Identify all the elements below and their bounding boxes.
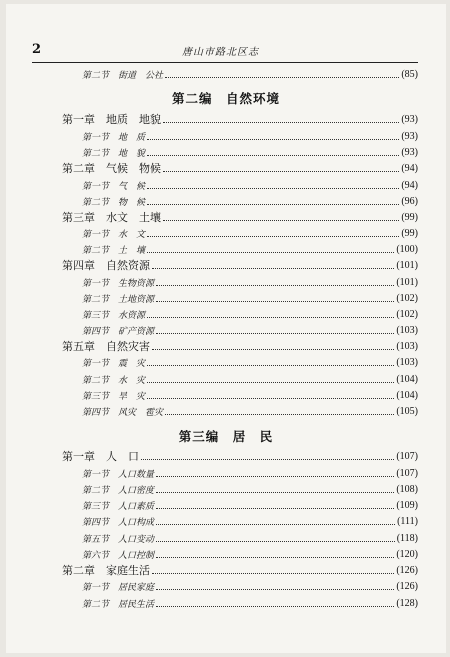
entry-page-number: (102) [396,308,418,320]
dot-leader [163,122,399,123]
entry-title: 第一节 生物资源 [82,278,155,289]
dot-leader [147,317,394,318]
toc-chapter-entry [62,257,418,273]
running-title: 唐山市路北区志 [182,47,259,58]
toc-chapter-entry [62,338,418,354]
entry-title: 第二节 街道 公社 [82,70,164,81]
entry-page-number: (99) [401,227,418,239]
page-number: 2 [32,42,42,57]
dot-leader [147,382,394,383]
dot-leader [156,476,394,477]
entry-title: 第三节 旱 灾 [82,391,146,402]
toc-section-entry [82,465,418,481]
toc-chapter-entry [62,111,418,127]
entry-title: 第四节 风灾 雹灾 [82,407,164,418]
entry-title: 第三章 水文 土壤 [62,211,161,224]
entry-page-number: (103) [396,340,418,352]
toc-chapter-entry [62,562,418,578]
dot-leader [156,524,395,525]
entry-page-number: (128) [396,597,418,609]
toc-section-entry [82,513,418,529]
entry-page-number: (111) [397,515,418,527]
dot-leader [156,606,394,607]
dot-leader [156,589,394,590]
entry-title: 第二节 地 貌 [82,148,146,159]
entry-title: 第二节 物 候 [82,197,146,208]
dot-leader [141,459,394,460]
entry-title: 第三节 水资源 [82,310,146,321]
dot-leader [163,171,399,172]
entry-title: 第一节 气 候 [82,181,146,192]
entry-title: 第六节 人口控制 [82,550,155,561]
entry-page-number: (109) [396,499,418,511]
toc-section-entry [82,274,418,290]
entry-title: 第二节 土 壤 [82,245,146,256]
toc-section-entry [82,371,418,387]
part-title: 第二编 自然环境 [171,91,280,106]
toc-section-entry [82,66,418,82]
entry-title: 第二节 土地资源 [82,294,155,305]
dot-leader [152,268,394,269]
toc-section-entry [82,595,418,611]
entry-title: 第二章 气候 物候 [62,162,161,175]
dot-leader [147,252,394,253]
toc-section-entry [82,578,418,594]
entry-title: 第四节 人口构成 [82,517,155,528]
dot-leader [152,349,394,350]
entry-page-number: (93) [401,146,418,158]
toc-section-entry [82,225,418,241]
entry-title: 第一节 震 灾 [82,358,146,369]
entry-page-number: (96) [401,195,418,207]
dot-leader [156,333,394,334]
dot-leader [156,492,394,493]
entry-page-number: (101) [396,259,418,271]
dot-leader [147,236,399,237]
entry-title: 第一节 人口数量 [82,469,155,480]
entry-page-number: (104) [396,389,418,401]
entry-title: 第一节 居民家庭 [82,582,155,593]
entry-page-number: (103) [396,324,418,336]
toc-chapter-entry [62,160,418,176]
entry-title: 第二节 人口密度 [82,485,155,496]
toc-section-entry [82,290,418,306]
entry-title: 第三节 人口素质 [82,501,155,512]
entry-page-number: (101) [396,276,418,288]
toc-section-entry [82,354,418,370]
dot-leader [156,557,394,558]
entry-title: 第一节 水 文 [82,229,146,240]
toc-chapter-entry [62,448,418,464]
entry-title: 第二节 居民生活 [82,599,155,610]
entry-page-number: (93) [401,113,418,125]
entry-title: 第一节 地 质 [82,132,146,143]
dot-leader [156,301,394,302]
dot-leader [152,573,394,574]
toc-chapter-entry [62,209,418,225]
book-page [6,4,446,653]
dot-leader [156,541,395,542]
entry-title: 第五节 人口变动 [82,534,155,545]
toc-section-entry [82,403,418,419]
dot-leader [165,77,399,78]
dot-leader [147,398,394,399]
entry-page-number: (126) [396,564,418,576]
dot-leader [147,155,399,156]
page-header [32,40,418,63]
entry-page-number: (126) [396,580,418,592]
entry-page-number: (94) [401,179,418,191]
entry-page-number: (120) [396,548,418,560]
toc-section-entry [82,387,418,403]
toc-section-entry [82,530,418,546]
dot-leader [147,365,394,366]
dot-leader [156,508,394,509]
entry-title: 第一章 人 口 [62,450,139,463]
toc-section-entry [82,306,418,322]
dot-leader [163,220,399,221]
entry-page-number: (102) [396,292,418,304]
entry-title: 第四节 矿产资源 [82,326,155,337]
toc-section-entry [82,144,418,160]
entry-page-number: (100) [396,243,418,255]
entry-title: 第五章 自然灾害 [62,340,150,353]
entry-title: 第一章 地质 地貌 [62,113,161,126]
entry-page-number: (118) [396,532,418,544]
toc-section-entry [82,193,418,209]
entry-page-number: (103) [396,356,418,368]
entry-page-number: (104) [396,373,418,385]
entry-page-number: (99) [401,211,418,223]
toc-section-entry [82,128,418,144]
entry-page-number: (108) [396,483,418,495]
toc-section-entry [82,177,418,193]
dot-leader [147,204,399,205]
entry-page-number: (107) [396,450,418,462]
entry-page-number: (107) [396,467,418,479]
dot-leader [147,188,399,189]
dot-leader [165,414,394,415]
entry-title: 第二节 水 灾 [82,375,146,386]
entry-title: 第二章 家庭生活 [62,564,150,577]
toc-section-entry [82,481,418,497]
toc-section-entry [82,497,418,513]
toc-section-entry [82,546,418,562]
entry-page-number: (93) [401,130,418,142]
entry-page-number: (105) [396,405,418,417]
dot-leader [147,139,399,140]
dot-leader [156,285,394,286]
toc-section-entry [82,322,418,338]
part-title: 第三编 居 民 [178,429,274,444]
toc-section-entry [82,241,418,257]
entry-page-number: (94) [401,162,418,174]
entry-title: 第四章 自然资源 [62,259,150,272]
entry-page-number: (85) [401,68,418,80]
